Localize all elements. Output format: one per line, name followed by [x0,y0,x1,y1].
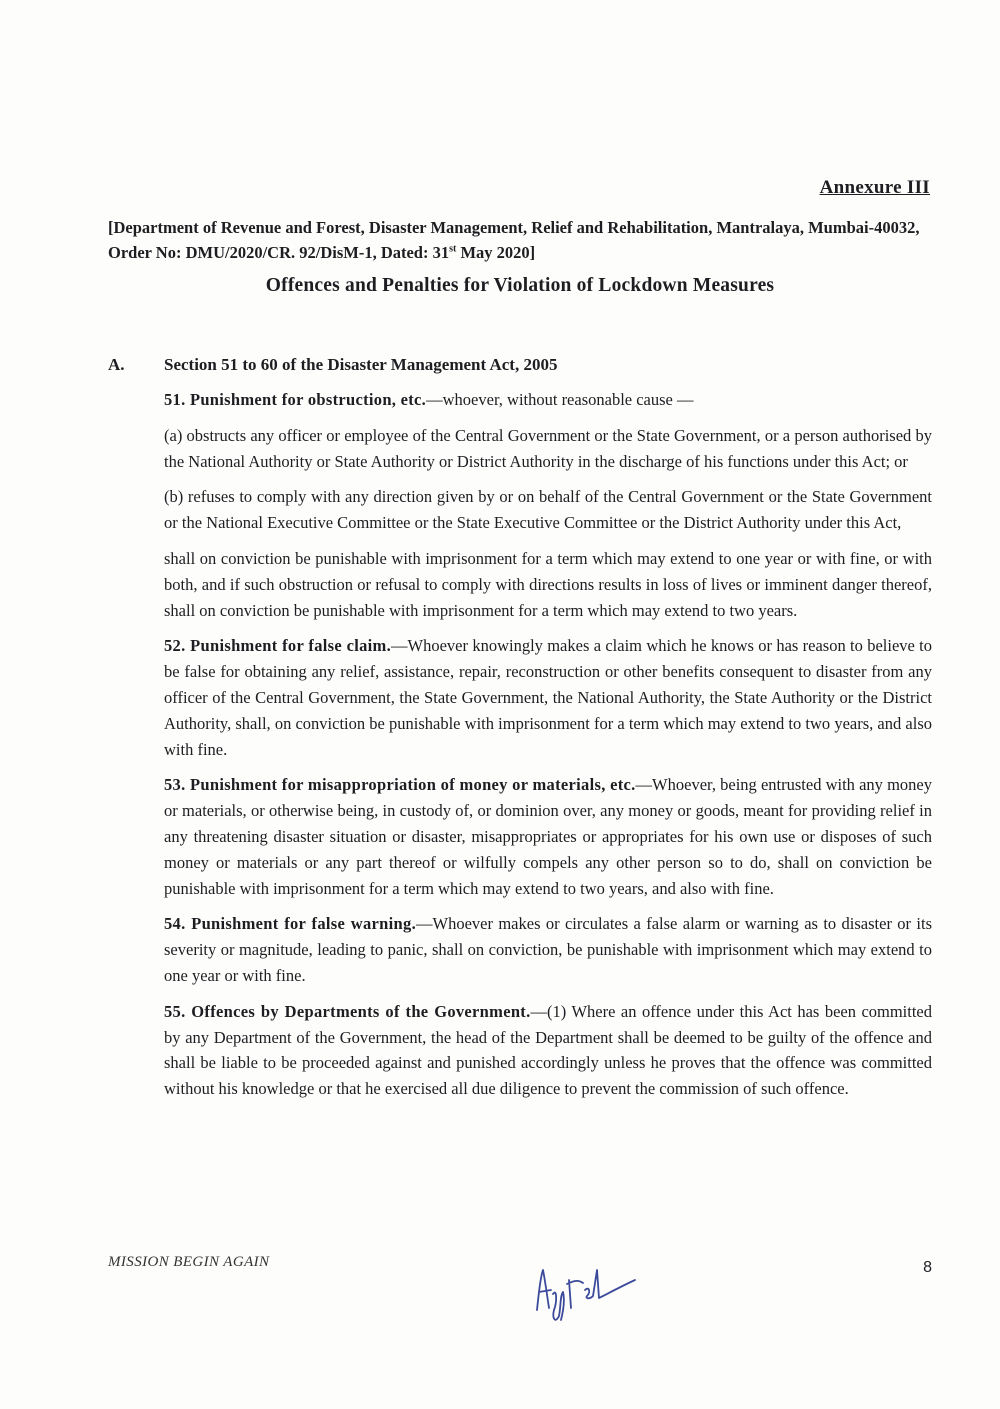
order-reference [108,215,932,265]
clause-51-heading: 51. Punishment for obstruction, etc. [164,390,427,409]
order-date-suffix: st [449,243,457,255]
signature-icon [527,1250,642,1330]
clause-53 [164,772,932,901]
clause-54-text: —Whoever makes or circulates a false alarm or warning as to disaster or its severity or magnitude, leading to panic, shall on conviction, be punishable with imprisonment which may extend to one year or with fine. [164,914,933,985]
clause-51-b: (b) refuses to comply with any direction given by or on behalf of the Central Government or the State Government or the National Executive Committee or the State Executive Committee or the District Authority under this Act, [164,487,932,533]
clause-55-text: —(1) Where an offence under this Act has been committed by any Department of the Government, the head of the Department shall be deemed to be guilty of the offence and shall be liable to be proceeded against and punished accordingly unless he proves that the offence was committed without his knowledge or that he exercised all due diligence to prevent the commission of such offence. [164,1001,933,1099]
signature-stroke [537,1270,635,1320]
annexure-label: Annexure III [819,177,930,198]
section-letter: A. [108,355,125,374]
clause-53-text: —Whoever, being entrusted with any money or materials, or otherwise being, in custody of, or dominion over, any money or goods, meant for providing relief in any threatening disaster situation or disaster, misappropriates or appropriates for his own use or disposes of such money or materials or any part thereof or wilfully compels any other person so to do, shall on conviction be punishable with imprisonment for a term which may extend to two years, and also with fine. [164,775,932,898]
clause-54 [164,911,932,988]
clause-52-heading: 52. Punishment for false claim. [164,636,392,656]
page-title: Offences and Penalties for Violation of Lockdown Measures [265,275,775,296]
clause-52 [164,633,932,762]
clause-52-text: —Whoever knowingly makes a claim which he knows or has reason to believe to be false for obtaining any relief, assistance, repair, reconstruction or other benefits consequent to disaster from any officer of the Central Government, the State Government, the National Authority, the State Authority or the District Authority, shall, on conviction be punishable with imprisonment for a term which may extend to two years, and also with fine. [164,636,932,759]
clause-51 [164,387,932,413]
section-title: Section 51 to 60 of the Disaster Management Act, 2005 [164,355,558,374]
clause-51-intro: —whoever, without reasonable cause — [426,390,694,409]
clause-55-heading: 55. Offences by Departments of the Government. [164,1001,531,1021]
act-text [164,387,932,1112]
clause-55 [164,999,932,1102]
clause-51-a: (a) obstructs any officer or employee of the Central Government or the State Government, or a person authorised by the National Authority or State Authority or District Authority in the discharge of his functions under this Act; or [164,425,932,471]
clause-51-penalty: shall on conviction be punishable with imprisonment for a term which may extend to one year or with fine, or with both, and if such obstruction or refusal to comply with directions results in loss of lives or imminent danger thereof, shall on conviction be punishable with imprisonment for a term which may extend to two years. [164,548,932,620]
page-number: 8 [923,1259,932,1276]
clause-54-heading: 54. Punishment for false warning. [164,914,416,934]
order-reference-text: [Department of Revenue and Forest, Disaster Management, Relief and Rehabilitation, Mantralaya, Mumbai-40032, Order No: DMU/2020/CR. 92/DisM-1, Dated: 31 [108,218,920,262]
order-reference-end: May 2020] [456,243,536,262]
clause-53-heading: 53. Punishment for misappropriation of money or materials, etc. [164,775,636,795]
footer-slogan: MISSION BEGIN AGAIN [108,1254,270,1270]
